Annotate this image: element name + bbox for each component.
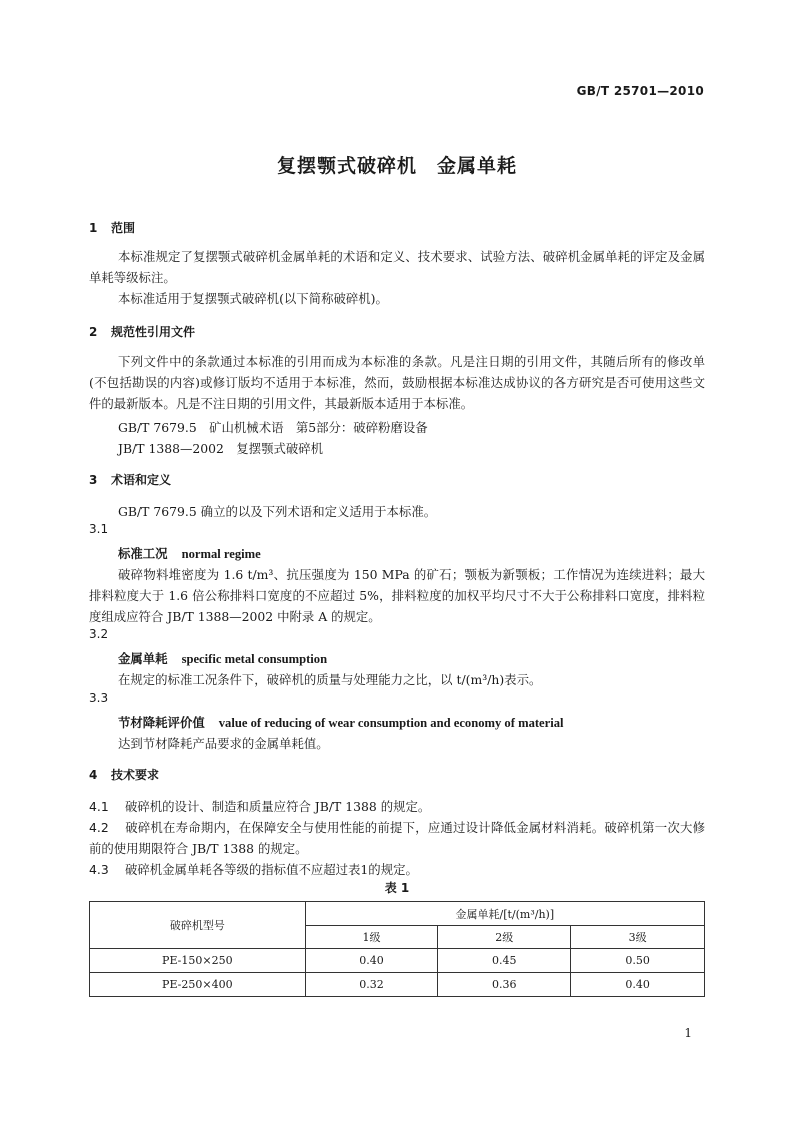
table-cell-model: PE-250×400 [90, 973, 306, 997]
clause-number: 4.3 [89, 862, 109, 877]
section-1-heading [89, 219, 135, 236]
term-zh: 金属单耗 [118, 651, 168, 666]
term-heading [118, 649, 327, 667]
clause-text: 破碎机的设计、制造和质量应符合 JB/T 1388 的规定。 [125, 799, 431, 814]
column-header-group: 金属单耗/[t/(m³/h)] [305, 902, 704, 926]
table-cell-value: 0.50 [571, 949, 705, 973]
section-title: 术语和定义 [111, 473, 172, 487]
section-2-heading [89, 323, 195, 340]
term-zh: 节材降耗评价值 [118, 715, 205, 730]
clause-text: 破碎机在寿命期内，在保障安全与使用性能的前提下，应通过设计降低金属材料消耗。破碎机第一次大修前的使用期限符合 JB/T 1388 的规定。 [89, 820, 705, 856]
term-heading [118, 713, 564, 731]
column-header-model: 破碎机型号 [90, 902, 306, 949]
section-title: 规范性引用文件 [111, 325, 196, 339]
table-cell-value: 0.40 [305, 949, 438, 973]
table-row [90, 973, 705, 997]
table-cell-value: 0.32 [305, 973, 438, 997]
term-number: 3.3 [89, 691, 109, 705]
column-header-grade: 1级 [305, 926, 438, 949]
term-number: 3.2 [89, 627, 109, 641]
term-heading [118, 544, 261, 562]
section-1-paragraph-1: 本标准规定了复摆颚式破碎机金属单耗的术语和定义、技术要求、试验方法、破碎机金属单耗的评定及金属单耗等级标注。 [89, 249, 705, 285]
section-title: 技术要求 [111, 768, 160, 782]
term-en: normal regime [181, 547, 261, 561]
section-number: 4 [89, 768, 98, 782]
section-3-intro: GB/T 7679.5 确立的以及下列术语和定义适用于本标准。 [118, 504, 437, 519]
document-title: 复摆颚式破碎机 金属单耗 [276, 155, 517, 177]
section-3-heading [89, 471, 171, 488]
section-number: 2 [89, 325, 98, 339]
table-1 [89, 901, 705, 997]
table-caption: 表 1 [384, 881, 410, 895]
term-en: value of reducing of wear consumption and economy of material [218, 716, 564, 730]
clause-text: 破碎机金属单耗各等级的指标值不应超过表1的规定。 [125, 862, 418, 877]
table-cell-value: 0.45 [438, 949, 571, 973]
clause-4-2 [89, 817, 705, 859]
table-row [90, 949, 705, 973]
column-header-grade: 3级 [571, 926, 705, 949]
clause-4-1 [89, 796, 705, 817]
term-number: 3.1 [89, 522, 109, 536]
page-number: 1 [684, 1026, 692, 1040]
term-definition: 达到节材降耗产品要求的金属单耗值。 [118, 736, 329, 751]
term-definition: 破碎物料堆密度为 1.6 t/m³、抗压强度为 150 MPa 的矿石；颚板为新颚板；工作情况为连续进料；最大排料粒度大于 1.6 倍公称排料口宽度的不应超过 5%，排料粒度的加权平均尺寸不大于公称排料口宽度，排料粒度组成应符合 JB/T 1388—2002 中附录 A 的规定。 [89, 567, 705, 624]
reference-2: JB/T 1388—2002 复摆颚式破碎机 [118, 441, 324, 456]
term-definition: 在规定的标准工况条件下，破碎机的质量与处理能力之比，以 t/(m³/h)表示。 [118, 672, 542, 687]
section-title: 范围 [111, 221, 136, 235]
table-cell-value: 0.36 [438, 973, 571, 997]
term-en: specific metal consumption [181, 652, 328, 666]
section-4-heading [89, 766, 159, 783]
clause-number: 4.2 [89, 820, 109, 835]
table-cell-model: PE-150×250 [90, 949, 306, 973]
standard-code: GB/T 25701—2010 [576, 84, 704, 98]
section-number: 3 [89, 473, 98, 487]
column-header-grade: 2级 [438, 926, 571, 949]
section-1-paragraph-2: 本标准适用于复摆颚式破碎机(以下简称破碎机)。 [118, 291, 388, 306]
section-2-paragraph-1: 下列文件中的条款通过本标准的引用而成为本标准的条款。凡是注日期的引用文件，其随后所有的修改单(不包括勘误的内容)或修订版均不适用于本标准，然而，鼓励根据本标准达成协议的各方研究是否可使用这些文件的最新版本。凡是不注日期的引用文件，其最新版本适用于本标准。 [89, 354, 705, 411]
table-cell-value: 0.40 [571, 973, 705, 997]
clause-4-3 [89, 859, 705, 880]
term-zh: 标准工况 [118, 546, 168, 561]
reference-1: GB/T 7679.5 矿山机械术语 第5部分：破碎粉磨设备 [118, 420, 428, 435]
clause-number: 4.1 [89, 799, 109, 814]
section-number: 1 [89, 221, 98, 235]
